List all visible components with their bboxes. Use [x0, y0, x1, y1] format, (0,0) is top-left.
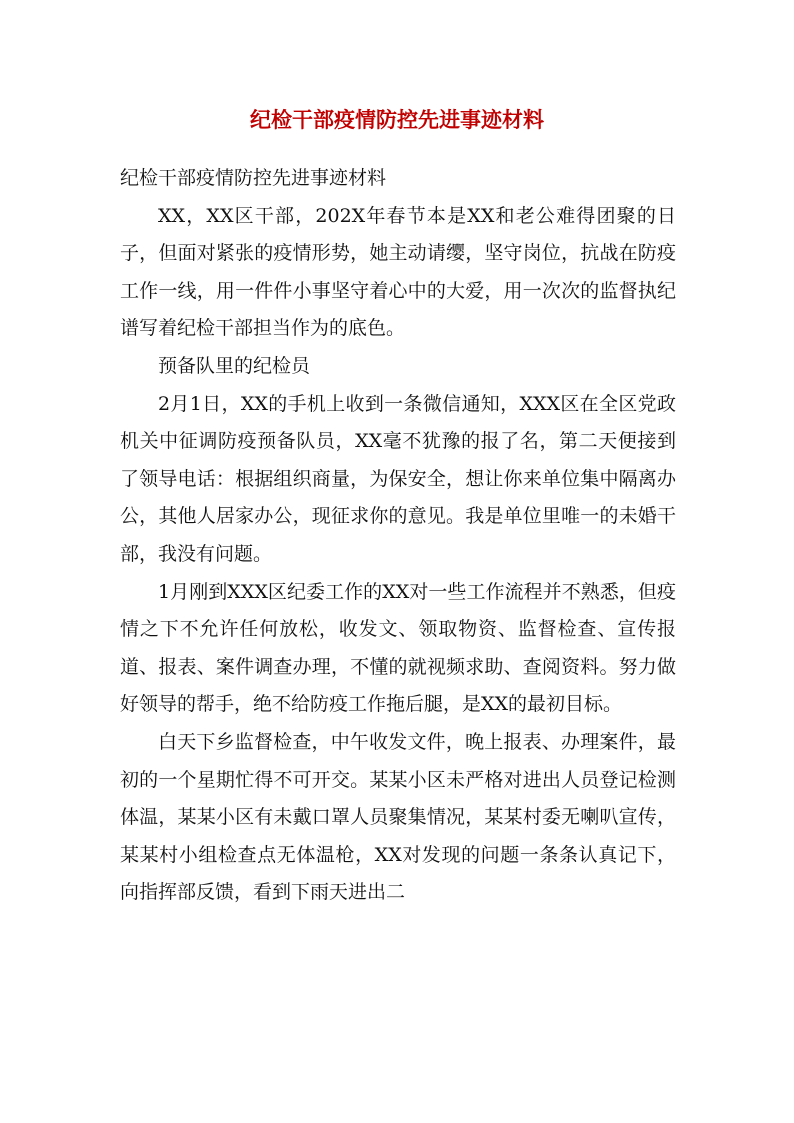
- document-body: [120, 160, 676, 912]
- document-title: 纪检干部疫情防控先进事迹材料: [250, 107, 544, 132]
- body-paragraph: 1月刚到XXX区纪委工作的XX对一些工作流程并不熟悉，但疫情之下不允许任何放松，收发文、领取物资、监督检查、宣传报道、报表、案件调查办理，不懂的就视频求助、查阅资料。努力做好领导的帮手，绝不给防疫工作拖后腿，是XX的最初目标。: [120, 580, 676, 716]
- document-subtitle: 纪检干部疫情防控先进事迹材料: [120, 167, 387, 189]
- body-paragraph: 白天下乡监督检查，中午收发文件，晚上报表、办理案件，最初的一个星期忙得不可开交。某某小区未严格对进出人员登记检测体温，某某小区有未戴口罩人员聚集情况，某某村委无喇叭宣传，某某村小组检查点无体温枪，XX对发现的问题一条条认真记下，向指挥部反馈，看到下雨天进出二: [120, 730, 676, 904]
- body-paragraph: 2月1日，XX的手机上收到一条微信通知，XXX区在全区党政机关中征调防疫预备队员，XX毫不犹豫的报了名，第二天便接到了领导电话：根据组织商量，为保安全，想让你来单位集中隔离办公，其他人居家办公，现征求你的意见。我是单位里唯一的未婚干部，我没有问题。: [120, 392, 676, 565]
- body-paragraph: XX，XX区干部，202X年春节本是XX和老公难得团聚的日子，但面对紧张的疫情形势，她主动请缨，坚守岗位，抗战在防疫工作一线，用一件件小事坚守着心中的大爱，用一次次的监督执纪谱写着纪检干部担当作为的底色。: [120, 204, 676, 340]
- body-paragraph: 预备队里的纪检员: [158, 354, 311, 377]
